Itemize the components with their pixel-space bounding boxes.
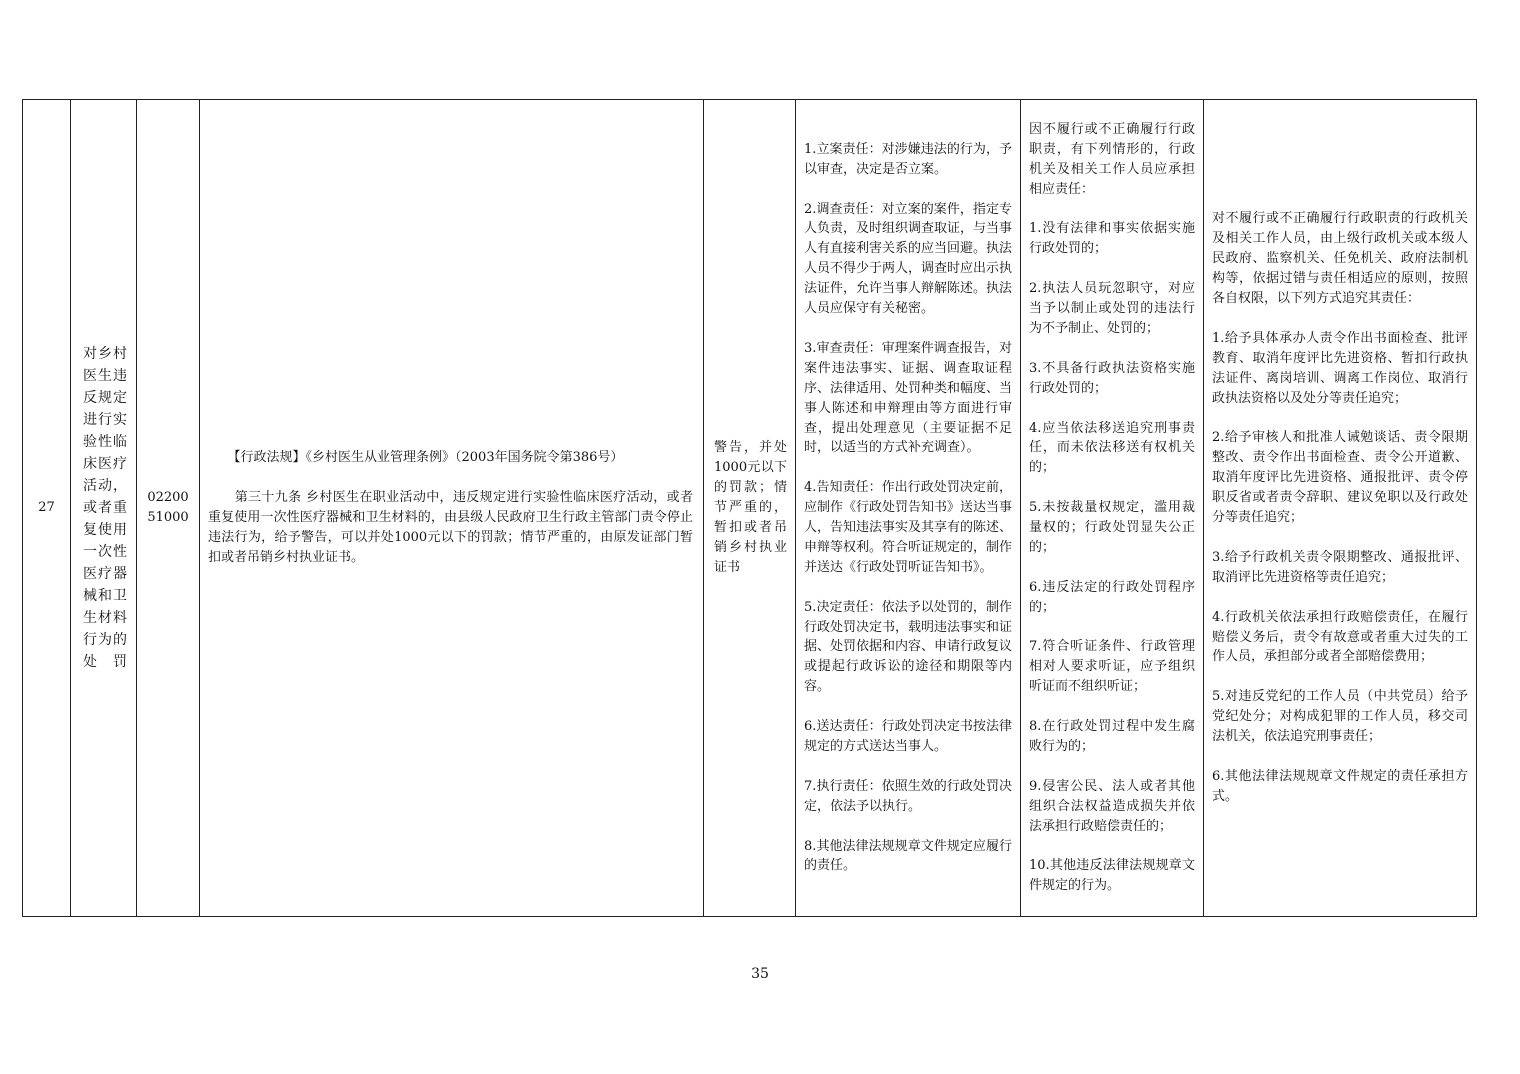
penalty: 警告，并处1000元以下的罚款；情节严重的，暂扣或者吊销乡村执业证书 [704,100,796,917]
responsibility-cell [796,100,1021,917]
accountability-case: 8.在行政处罚过程中发生腐败行为的； [1029,719,1195,754]
item-name-cell [71,100,137,917]
accountability-method: 6.其他法律法规规章文件规定的责任承担方式。 [1212,768,1468,804]
accountability-case: 9.侵害公民、法人或者其他组织合法权益造成损失并依法承担行政赔偿责任的； [1029,778,1195,834]
accountability-method: 5.对违反党纪的工作人员（中共党员）给予党纪处分；对构成犯罪的工作人员，移交司法机关，依法追究刑事责任； [1212,689,1468,745]
accountability-case: 10.其他违反法律法规规章文件规定的行为。 [1029,858,1195,894]
responsibility-item: 8.其他法律法规规章文件规定应履行的责任。 [804,838,1012,874]
item-code: 02200 51000 [137,100,200,917]
accountability-case: 因不履行或不正确履行行政职责，有下列情形的，行政机关及相关工作人员应承担相应责任： [1029,121,1195,197]
accountability-case: 5.未按裁量权规定，滥用裁量权的；行政处罚显失公正的； [1029,500,1195,555]
responsibility-item: 1.立案责任：对涉嫌违法的行为，予以审查，决定是否立案。 [804,141,1012,177]
responsibility-item: 5.决定责任：依法予以处罚的，制作行政处罚决定书，载明违法事实和证据、处罚依据和内容、申请行政复议或提起行政诉讼的途径和期限等内容。 [804,599,1013,695]
accountability-method: 1.给予具体承办人责令作出书面检查、批评教育、取消年度评比先进资格、暂扣行政执法证件、离岗培训、调离工作岗位、取消行政执法资格以及处分等责任追究； [1212,330,1468,406]
accountability-case: 4.应当依法移送追究刑事责任，而未依法移送有权机关的； [1029,420,1195,476]
responsibility-item: 4.告知责任：作出行政处罚决定前，应制作《行政处罚告知书》送达当事人，告知违法事实及其享有的陈述、申辩等权利。符合听证规定的，制作并送达《行政处罚听证告知书》。 [804,480,1013,575]
legal-basis-cell [200,100,704,917]
responsibility-item: 7.执行责任：依照生效的行政处罚决定，依法予以执行。 [804,778,1012,814]
accountability-case: 7.符合听证条件、行政管理相对人要求听证，应予组织听证而不组织听证； [1029,639,1195,695]
accountability-methods-cell [1204,100,1477,917]
accountability-method: 3.给予行政机关责令限期整改、通报批评、取消评比先进资格等责任追究； [1212,549,1468,585]
power-list-table [22,99,1477,917]
responsibility-item: 3.审查责任：审理案件调查报告，对案件违法事实、证据、调查取证程序、法律适用、处罚种类和幅度、当事人陈述和申辩理由等方面进行审查，提出处理意见（主要证据不足时，以适当的方式补充调查）。 [804,340,1013,456]
item-number: 27 [23,100,71,917]
accountability-method: 对不履行或不正确履行行政职责的行政机关及相关工作人员，由上级行政机关或本级人民政府、监察机关、任免机关、政府法制机构等，依据过错与责任相适应的原则，按照各自权限，以下列方式追究其责任： [1212,211,1468,307]
accountability-case: 2.执法人员玩忽职守，对应当予以制止或处罚的违法行为不予制止、处罚的； [1029,281,1195,336]
accountability-cases-cell [1021,100,1204,917]
accountability-case: 1.没有法律和事实依据实施行政处罚的； [1029,221,1195,257]
legal-basis-text: 第三十九条 乡村医生在职业活动中，违反规定进行实验性临床医疗活动，或者重复使用一次性医疗器械和卫生材料的，由县级人民政府卫生行政主管部门责令停止违法行为，给予警告，可以并处1000元以下的罚款；情节严重的，由原发证部门暂扣或者吊销乡村执业证书。 [208,490,693,565]
responsibility-item: 2.调查责任：对立案的案件，指定专人负责，及时组织调查取证，与当事人有直接利害关系的应当回避。执法人员不得少于两人，调查时应出示执法证件，允许当事人辩解陈述。执法人员应保守有关秘密。 [804,201,1013,317]
accountability-case: 3.不具备行政执法资格实施行政处罚的； [1029,360,1195,396]
accountability-case: 6.违反法定的行政处罚程序的； [1029,579,1195,615]
legal-basis-title: 【行政法规】《乡村医生从业管理条例》（2003年国务院令第386号） [208,450,624,466]
table-row [23,100,1477,917]
item-name: 对乡村医生违反规定进行实验性临床医疗活动，或者重复使用一次性医疗器械和卫生材料行为的处罚 [83,346,128,671]
page-number: 35 [751,966,769,982]
accountability-method: 2.给予审核人和批准人诫勉谈话、责令限期整改、责令作出书面检查、责令公开道歉、取消年度评比先进资格、通报批评、责令停职反省或者责令辞职、建议免职以及行政处分等责任追究； [1212,430,1468,526]
responsibility-item: 6.送达责任：行政处罚决定书按法律规定的方式送达当事人。 [804,719,1012,754]
accountability-method: 4.行政机关依法承担行政赔偿责任，在履行赔偿义务后，责令有故意或者重大过失的工作人员，承担部分或者全部赔偿费用； [1212,609,1468,665]
